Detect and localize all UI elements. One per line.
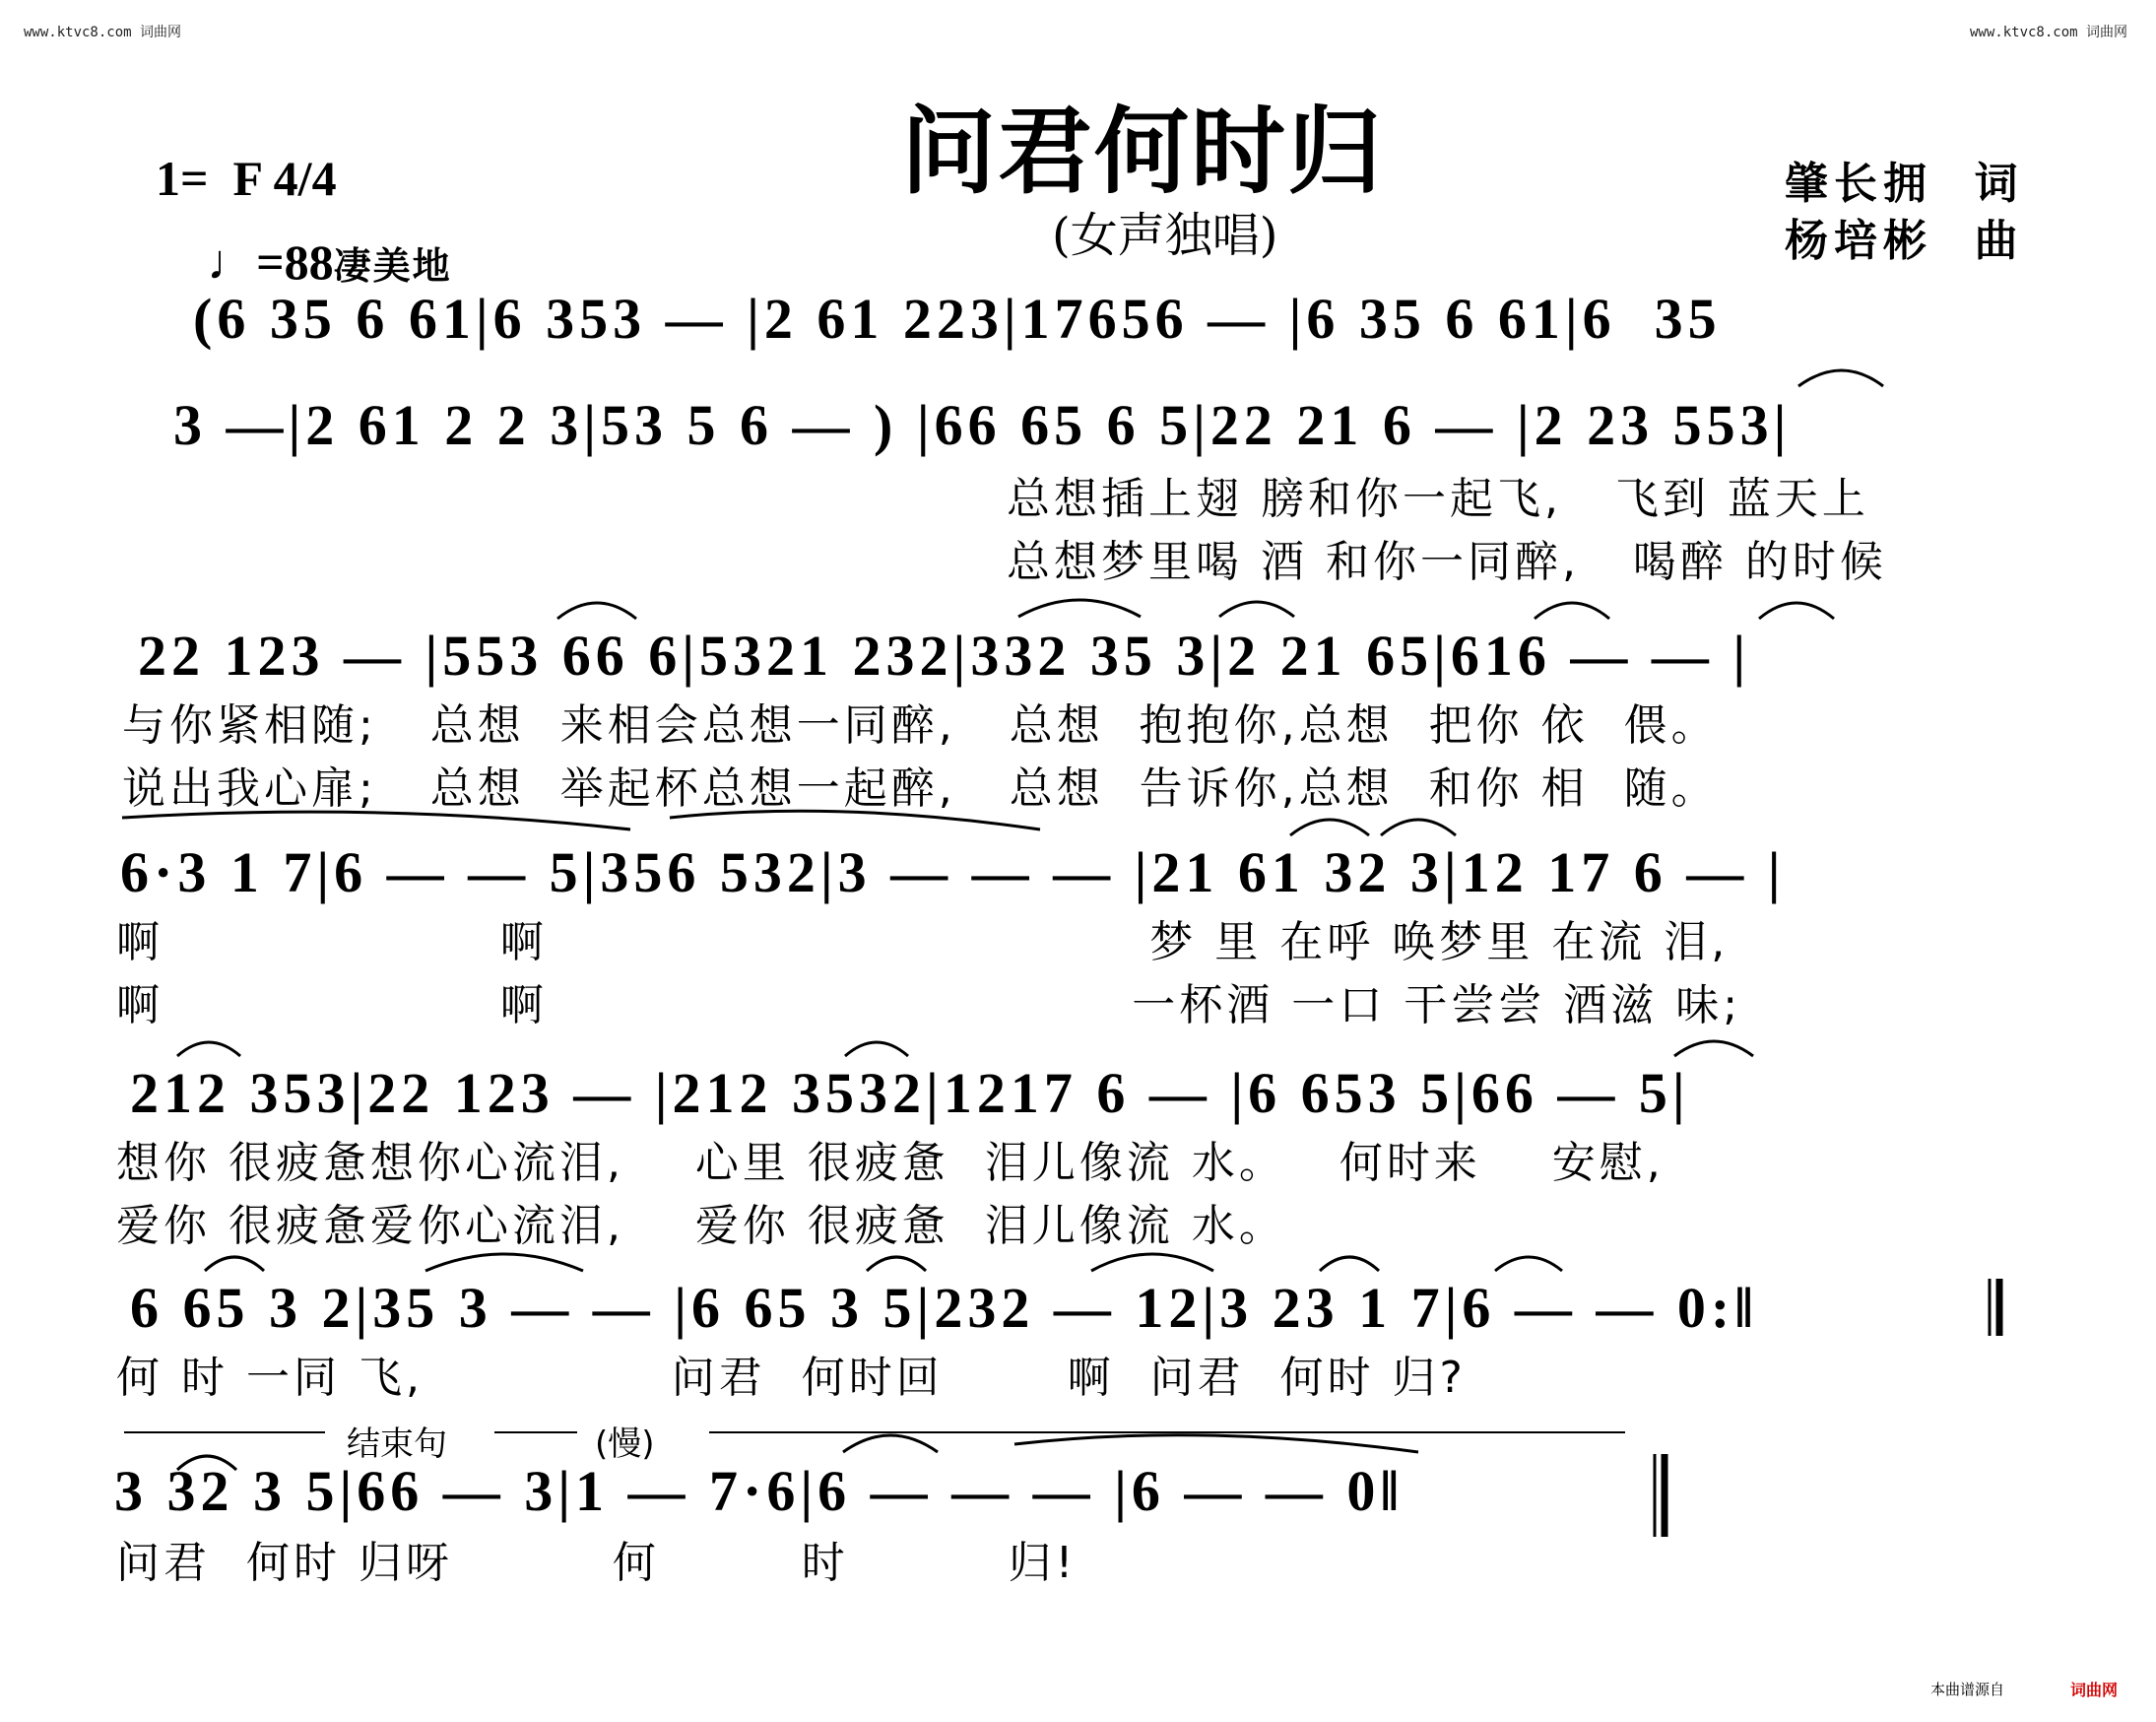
slur-mark xyxy=(205,1257,264,1271)
score-line-3-notes: 22 123 — |553 66 6|5321 232|332 35 3|2 21 65|616 — — | xyxy=(138,624,1751,688)
slur-mark xyxy=(1759,603,1834,619)
score-line-2-notes: 3 —|2 61 2 2 3|53 5 6 — ) |66 65 6 5|22 21 6 — |2 23 553| xyxy=(173,393,1792,457)
watermark-right: www.ktvc8.com 词曲网 xyxy=(1970,25,2128,40)
tempo-value: =88 xyxy=(256,234,334,290)
watermark-left: www.ktvc8.com 词曲网 xyxy=(24,25,182,40)
coda-label: 结束句 xyxy=(347,1424,447,1464)
score-line-4-lyrics-verse-2: 啊 啊 一杯酒 一口 干尝尝 酒滋 味; xyxy=(116,980,1742,1030)
composer-credit: 杨培彬 曲 xyxy=(1785,216,2024,266)
slur-mark xyxy=(1320,1257,1379,1271)
slur-mark xyxy=(1290,820,1369,835)
slur-mark xyxy=(1535,603,1609,619)
slur-mark xyxy=(1674,1041,1753,1056)
key-signature: 1= F 4/4 xyxy=(156,151,337,206)
score-line-2-lyrics-verse-1: 总想插上翅 膀和你一起飞, 飞到 蓝天上 xyxy=(1007,474,1869,524)
footer-logo: 词曲网 xyxy=(2070,1681,2119,1699)
slur-mark xyxy=(843,1435,938,1452)
slur-mark xyxy=(867,1257,926,1271)
score-line-6-lyrics: 何 时 一同 飞, 问君 何时回 啊 问君 何时 归? xyxy=(116,1353,1467,1403)
score-line-2-lyrics-verse-2: 总想梦里喝 酒 和你一同醉, 喝醉 的时候 xyxy=(1007,537,1887,587)
slur-mark xyxy=(557,603,636,619)
slur-mark xyxy=(1381,820,1456,835)
slur-mark xyxy=(845,1042,908,1056)
slur-mark xyxy=(670,811,1040,829)
slur-mark xyxy=(122,812,630,829)
slur-mark xyxy=(1495,1257,1562,1271)
song-subtitle: (女声独唱) xyxy=(1052,208,1278,263)
slur-mark xyxy=(177,1456,236,1470)
song-title: 问君何时归 xyxy=(901,97,1384,207)
score-line-4-notes: 6·3 1 7|6 — — 5|356 532|3 — — — |21 61 32 3|12 17 6 — | xyxy=(120,840,1786,904)
score-line-3-lyrics-verse-2: 说出我心扉; 总想 举起杯总想一起醉, 总想 告诉你,总想 和你 相 随。 xyxy=(122,763,1719,814)
slur-mark xyxy=(425,1254,583,1271)
coda-lyrics: 问君 何时 归呀 何 时 归! xyxy=(116,1538,1078,1588)
quarter-note-icon: ♩ xyxy=(207,234,257,290)
score-line-5-lyrics-verse-2: 爱你 很疲惫爱你心流泪, 爱你 很疲惫 泪儿像流 水。 xyxy=(116,1201,1286,1251)
score-line-3-lyrics-verse-1: 与你紧相随; 总想 来相会总想一同醉, 总想 抱抱你,总想 把你 依 偎。 xyxy=(122,700,1719,751)
score-line-5-lyrics-verse-1: 想你 很疲惫想你心流泪, 心里 很疲惫 泪儿像流 水。 何时来 安慰, xyxy=(116,1138,1665,1188)
slur-mark xyxy=(1219,602,1294,617)
footer-source: 本曲谱源自 xyxy=(1930,1681,2005,1698)
tempo-mood: 凄美地 xyxy=(333,244,452,288)
coda-notes: 3 32 3 5|66 — 3|1 — 7·6|6 — — — |6 — — 0‖ xyxy=(114,1459,1405,1523)
slur-mark xyxy=(1014,1435,1418,1452)
slur-mark xyxy=(177,1042,240,1056)
score-line-4-lyrics-verse-1: 啊 啊 梦 里 在呼 唤梦里 在流 泪, xyxy=(116,917,1730,967)
score-line-5-notes: 212 353|22 123 — |212 3532|1217 6 — |6 653 5|66 — 5| xyxy=(130,1061,1690,1125)
slur-mark xyxy=(1091,1254,1213,1271)
score-line-1-notes: (6 35 6 61|6 353 — |2 61 223|17656 — |6 35 6 61|6 35 xyxy=(193,287,1722,351)
slur-mark xyxy=(1018,600,1141,617)
lyricist-credit: 肇长拥 词 xyxy=(1785,159,2024,209)
score-line-6-notes: 6 65 3 2|35 3 — — |6 65 3 5|232 — 12|3 23 1 7|6 — — 0:‖ xyxy=(130,1276,1758,1340)
slur-mark xyxy=(1798,370,1883,386)
coda-tempo: (慢) xyxy=(595,1424,655,1464)
